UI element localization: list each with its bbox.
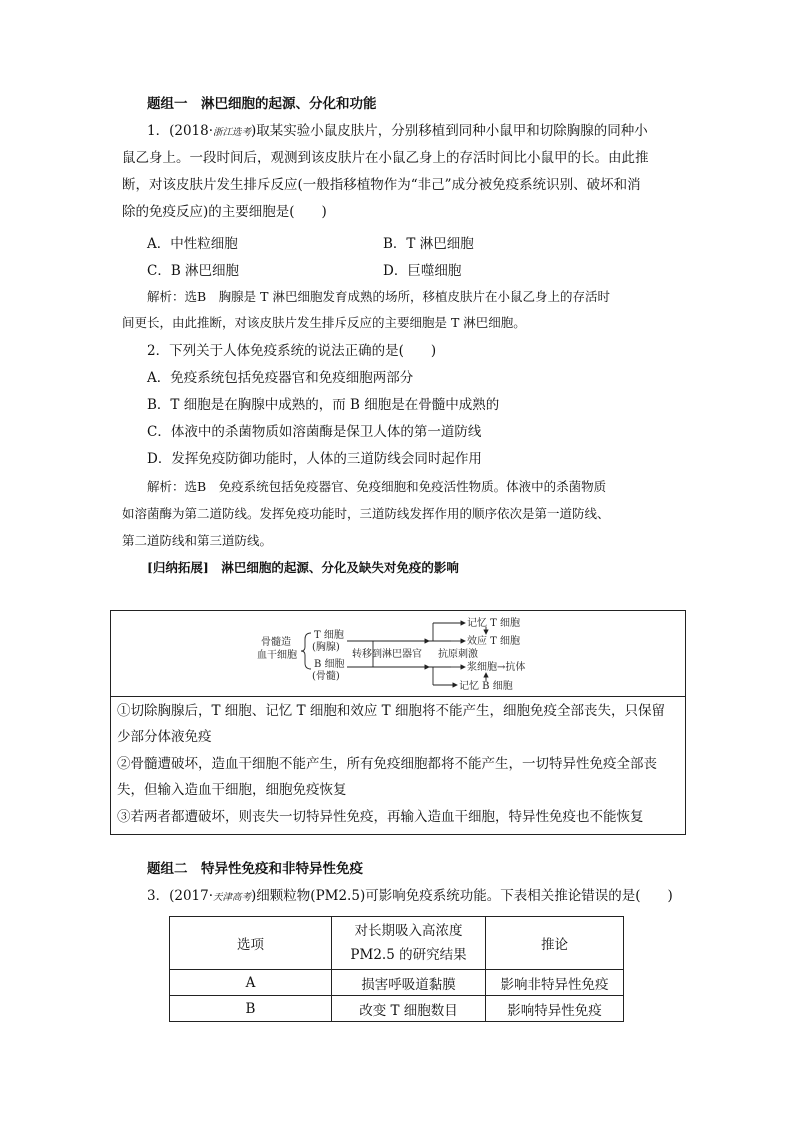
b-cell-site: (骨髓)	[312, 671, 340, 682]
note-2-line2: 失，但输入造血干细胞，细胞免疫恢复	[117, 782, 347, 798]
memory-b-label: 记忆 B 细胞	[459, 681, 513, 692]
header-inference: 推论	[486, 917, 624, 970]
plasma-label: 浆细胞→抗体	[467, 662, 526, 673]
q1-source: 浙江选考	[213, 127, 252, 138]
lymphocyte-flow-diagram	[111, 611, 685, 696]
origin-label-2: 血干细胞	[257, 650, 297, 661]
q1-number: 1．(2018·	[147, 123, 214, 139]
row-a-option: A	[170, 970, 332, 996]
group1-title: 题组一 淋巴细胞的起源、分化和功能	[147, 96, 377, 112]
q1-option-a: A．中性粒细胞	[147, 236, 238, 252]
q3-stem	[147, 886, 673, 908]
note-2-line1: ②骨髓遭破坏，造血干细胞不能产生，所有免疫细胞都将不能产生，一切特异性免疫全部丧	[117, 756, 657, 772]
row-b-result: 改变 T 细胞数目	[332, 996, 486, 1022]
header-result-line2: PM2.5 的研究结果	[350, 947, 467, 963]
q1-line2: 鼠乙身上。一段时间后，观测到该皮肤片在小鼠乙身上的存活时间比小鼠甲的长。由此推	[122, 150, 649, 166]
q1-line1	[147, 121, 648, 143]
header-result	[332, 917, 486, 970]
summary-box	[110, 610, 686, 835]
t-cell-site: (胸腺)	[312, 642, 340, 653]
q1-analysis-line2: 间更长，由此推断，对该皮肤片发生排斥反应的主要细胞是 T 淋巴细胞。	[122, 315, 526, 330]
antigen-label: 抗原刺激	[438, 649, 478, 660]
row-a-result: 损害呼吸道黏膜	[332, 970, 486, 996]
q2-option-a: A．免疫系统包括免疫器官和免疫细胞两部分	[147, 370, 414, 386]
q3-stem-rest: )细颗粒物(PM2.5)可影响免疫系统功能。下表相关推论错误的是( )	[251, 888, 673, 904]
q1-option-d: D．巨噬细胞	[383, 263, 462, 279]
q3-number: 3．(2017·	[147, 888, 214, 904]
origin-label-1: 骨髓造	[261, 637, 291, 648]
q2-analysis-line3: 第二道防线和第三道防线。	[122, 533, 273, 548]
group2-title: 题组二 特异性免疫和非特异性免疫	[147, 861, 363, 877]
q1-analysis-line1: 解析：选B 胸腺是 T 淋巴细胞发育成熟的场所，移植皮肤片在小鼠乙身上的存活时	[147, 289, 610, 304]
q2-analysis-line1: 解析：选B 免疫系统包括免疫器官、免疫细胞和免疫活性物质。体液中的杀菌物质	[147, 479, 607, 494]
q1-line4: 除的免疫反应)的主要细胞是( )	[122, 204, 327, 220]
b-cell-label: B 细胞	[314, 659, 345, 670]
note-1-line2: 少部分体液免疫	[117, 729, 212, 745]
row-b-inference: 影响特异性免疫	[486, 996, 624, 1022]
lymphocyte-diagram	[111, 611, 685, 697]
q3-table	[169, 916, 624, 1022]
row-a-inference: 影响非特异性免疫	[486, 970, 624, 996]
header-option: 选项	[170, 917, 332, 970]
q1-stem-part1: )取某实验小鼠皮肤片，分别移植到同种小鼠甲和切除胸腺的同种小	[251, 123, 648, 139]
q2-stem: 2．下列关于人体免疫系统的说法正确的是( )	[147, 343, 437, 359]
effector-t-label: 效应 T 细胞	[467, 636, 521, 647]
row-b-option: B	[170, 996, 332, 1022]
header-result-line1: 对长期吸入高浓度	[354, 923, 463, 939]
q2-option-b: B．T 细胞是在胸腺中成熟的，而 B 细胞是在骨髓中成熟的	[147, 397, 500, 413]
memory-t-label: 记忆 T 细胞	[467, 618, 521, 629]
transfer-label: 转移到淋巴器官	[352, 649, 422, 660]
note-3: ③若两者都遭破坏，则丧失一切特异性免疫，再输入造血干细胞，特异性免疫也不能恢复	[117, 809, 644, 825]
summary-title: [归纳拓展] 淋巴细胞的起源、分化及缺失对免疫的影响	[147, 560, 459, 575]
t-cell-label: T 细胞	[314, 630, 344, 641]
table-row	[170, 996, 624, 1022]
note-1-line1: ①切除胸腺后，T 细胞、记忆 T 细胞和效应 T 细胞将不能产生，细胞免疫全部丧失，只保留	[117, 703, 665, 719]
q3-source: 天津高考	[213, 892, 252, 903]
table-header-row	[170, 917, 624, 970]
q1-option-c: C．B 淋巴细胞	[147, 263, 240, 279]
q2-analysis-line2: 如溶菌酶为第二道防线。发挥免疫功能时，三道防线发挥作用的顺序依次是第一道防线、	[122, 506, 610, 521]
origin-brace	[301, 633, 311, 669]
q2-option-d: D．发挥免疫防御功能时，人体的三道防线会同时起作用	[147, 451, 482, 467]
q1-line3: 断，对该皮肤片发生排斥反应(一般指移植物作为“非己”成分被免疫系统识别、破坏和消	[122, 177, 641, 193]
q1-option-b: B．T 淋巴细胞	[383, 236, 474, 252]
q2-option-c: C．体液中的杀菌物质如溶菌酶是保卫人体的第一道防线	[147, 424, 482, 440]
table-row	[170, 970, 624, 996]
